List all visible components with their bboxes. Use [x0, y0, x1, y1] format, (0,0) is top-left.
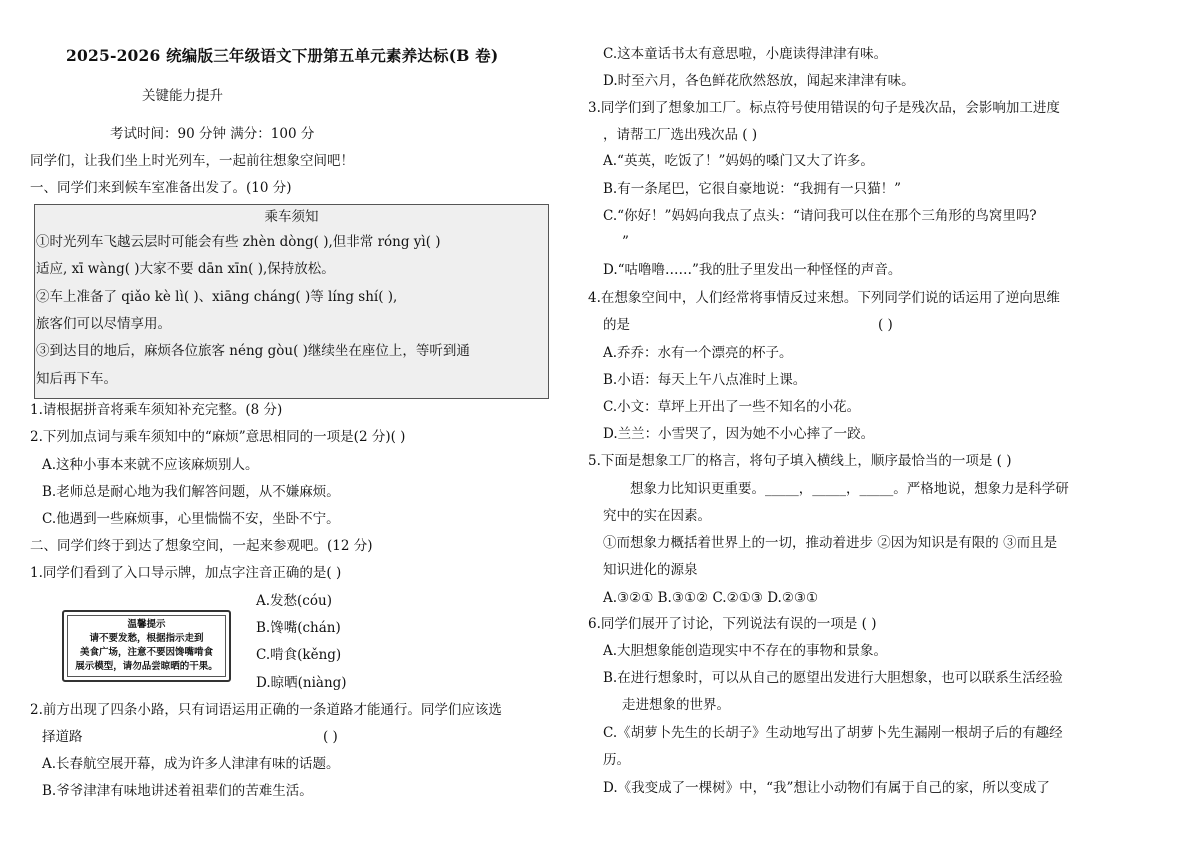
question-1-1: 1.请根据拼音将乘车须知补充完整。(8 分) — [30, 402, 283, 418]
subtitle: 关键能力提升 — [142, 88, 223, 104]
notice-line: 适应, xī wàng( )大家不要 dān xīn( ),保持放松。 — [36, 261, 335, 277]
question-2-1: 1.同学们看到了入口导示牌，加点字注音正确的是( ) — [30, 565, 342, 581]
option-d: D.《我变成了一棵树》中，“我”想让小动物们有属于自己的家，所以变成了 — [603, 780, 1050, 796]
option-c: C.啃食(kěng) — [256, 647, 342, 663]
question-5: 5.下面是想象工厂的格言，将句子填入横线上，顺序最恰当的一项是 ( ) — [588, 453, 1012, 469]
option-a: A.乔乔：水有一个漂亮的杯子。 — [603, 345, 793, 361]
question-4: 4.在想象空间中，人们经常将事情反过来想。下列同学们说的话运用了逆向思维 — [588, 290, 1060, 306]
option-c: C.《胡萝卜先生的长胡子》生动地写出了胡萝卜先生漏剐一根胡子后的有趣经 — [603, 725, 1063, 741]
option-a: A.大胆想象能创造现实中不存在的事物和景象。 — [603, 643, 888, 659]
notice-line: 旅客们可以尽情享用。 — [36, 316, 171, 332]
option-c-cont: ” — [622, 234, 629, 250]
sign-frame — [67, 615, 226, 677]
option-b: B.老师总是耐心地为我们解答问题，从不嫌麻烦。 — [42, 484, 340, 500]
quote-line: 究中的实在因素。 — [603, 508, 711, 524]
option-c: C.这本童话书太有意思啦，小鹿读得津津有味。 — [603, 46, 888, 62]
notice-line: ①时光列车飞越云层时可能会有些 zhèn dòng( ),但非常 róng yì( ) — [36, 234, 441, 250]
question-3: 3.同学们到了想象加工厂。标点符号使用错误的句子是残次品，会影响加工进度 — [588, 100, 1060, 116]
sentence-items: ①而想象力概括着世界上的一切，推动着进步 ②因为知识是有限的 ③而且是 — [603, 535, 1058, 551]
section-2-heading: 二、同学们终于到达了想象空间，一起来参观吧。(12 分) — [30, 538, 373, 554]
quote-line: 想象力比知识更重要。_____，_____，_____。严格地说，想象力是科学研 — [630, 481, 1069, 497]
sign-line: 展示模型，请勿品尝晾晒的干果。 — [75, 661, 218, 672]
option-d: D.“咕噜噜……”我的肚子里发出一种怪怪的声音。 — [603, 262, 902, 278]
notice-line: 知后再下车。 — [36, 371, 117, 387]
sentence-items: 知识进化的源泉 — [603, 562, 698, 578]
sign-title: 温馨提示 — [127, 619, 166, 630]
option-d: D.晾晒(niàng) — [256, 675, 347, 691]
section-1-heading: 一、同学们来到候车室准备出发了。(10 分) — [30, 180, 292, 196]
notice-title: 乘车须知 — [264, 209, 319, 225]
option-b-cont: 走进想象的世界。 — [622, 697, 730, 713]
option-b: B.小语：每天上午八点准时上课。 — [603, 372, 807, 388]
option-d: D.兰兰：小雪哭了，因为她不小心摔了一跤。 — [603, 426, 875, 442]
question-6: 6.同学们展开了讨论，下列说法有误的一项是 ( ) — [588, 616, 877, 632]
option-a: A.“英英，吃饭了！”妈妈的嗓门又大了许多。 — [603, 153, 874, 169]
option-c: C.小文：草坪上开出了一些不知名的小花。 — [603, 399, 861, 415]
question-3-cont: ，请帮工厂选出残次品 ( ) — [603, 127, 758, 143]
option-a: A.这种小事本来就不应该麻烦别人。 — [42, 457, 259, 473]
notice-box — [34, 204, 549, 399]
question-2-2-cont: 择道路 — [42, 729, 83, 745]
question-4-cont: 的是 — [603, 317, 630, 333]
option-d: D.时至六月，各色鲜花欣然怒放，闻起来津津有味。 — [603, 73, 915, 89]
option-b: B.在进行想象时，可以从自己的愿望出发进行大胆想象，也可以联系生活经验 — [603, 670, 1063, 686]
sign-line: 请不要发愁，根据指示走到 — [89, 633, 204, 644]
option-c: C.他遇到一些麻烦事，心里惴惴不安，坐卧不宁。 — [42, 511, 340, 527]
option-b: B.有一条尾巴，它很自豪地说：“我拥有一只猫！” — [603, 181, 902, 197]
option-c: C.“你好！”妈妈向我点了点头：“请问我可以住在那个三角形的鸟窝里吗? — [603, 208, 1037, 224]
exam-info: 考试时间：90 分钟 满分：100 分 — [110, 126, 315, 142]
option-c-cont: 历。 — [603, 752, 630, 768]
notice-line: ②车上准备了 qiǎo kè lì( )、xiāng cháng( )等 líng shí( ), — [36, 289, 398, 305]
question-2-2: 2.前方出现了四条小路，只有词语运用正确的一条道路才能通行。同学们应该选 — [30, 702, 502, 718]
option-b: B.馋嘴(chán) — [256, 620, 341, 636]
option-b: B.爷爷津津有味地讲述着祖辈们的苦难生活。 — [42, 783, 313, 799]
page-title: 2025-2026 统编版三年级语文下册第五单元素养达标(B 卷) — [66, 46, 499, 65]
intro-text: 同学们，让我们坐上时光列车，一起前往想象空间吧！ — [30, 153, 354, 169]
entrance-sign-image — [62, 610, 231, 682]
answer-paren: ( ) — [323, 729, 338, 745]
notice-line: ③到达目的地后，麻烦各位旅客 néng gòu( )继续坐在座位上，等听到通 — [36, 343, 470, 359]
option-a: A.发愁(cóu) — [256, 593, 332, 609]
sign-line: 美食广场，注意不要因馋嘴啃食 — [79, 647, 213, 658]
option-a: A.长春航空展开幕，成为许多人津津有味的话题。 — [42, 756, 340, 772]
answer-paren: ( ) — [878, 317, 893, 333]
answer-options: A.③②① B.③①② C.②①③ D.②③① — [603, 590, 819, 606]
question-1-2: 2.下列加点词与乘车须知中的“麻烦”意思相同的一项是(2 分)( ) — [30, 429, 406, 445]
